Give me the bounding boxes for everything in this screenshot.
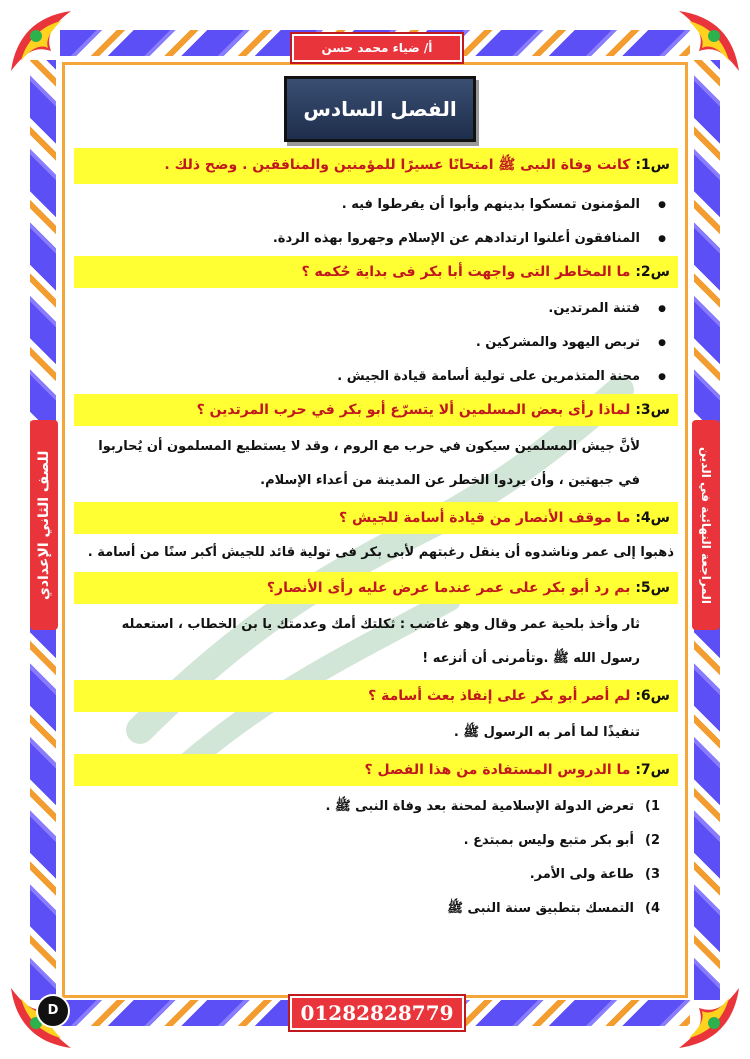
answer-line: ذهبوا إلى عمر وناشدوه أن ينقل رغبتهم لأبى بكر فى تولية قائد للجيش أكبر سنًا من أسامة . bbox=[87, 545, 674, 560]
side-label-grade: للصف الثاني الإعدادي bbox=[30, 420, 58, 630]
answer-line: في جبهتين ، وأن يردوا الخطر عن المدينة من أعداء الإسلام. bbox=[260, 473, 640, 488]
corner-ornament-icon bbox=[674, 6, 744, 76]
answer-list bbox=[74, 292, 678, 394]
list-item: 1) تعرض الدولة الإسلامية لمحنة بعد وفاة النبى ﷺ . bbox=[325, 799, 660, 814]
answer-line: لأنَّ جيش المسلمين سيكون في حرب مع الروم ، وقد لا يستطيع المسلمون أن يُحاربوا bbox=[98, 439, 640, 454]
d-badge-icon: D bbox=[36, 994, 70, 1028]
list-item: 3) طاعة ولى الأمر. bbox=[529, 867, 660, 882]
question-4: س4: ما موقف الأنصار من قيادة أسامة للجيش ؟ bbox=[74, 502, 678, 534]
question-5: س5: بم رد أبو بكر على عمر عندما عرض عليه رأى الأنصار؟ bbox=[74, 572, 678, 604]
corner-ornament-icon bbox=[6, 6, 76, 76]
chapter-title: الفصل السادس bbox=[284, 76, 476, 142]
corner-ornament-icon bbox=[674, 983, 744, 1053]
question-2: س2: ما المخاطر التى واجهت أبا بكر فى بداية حُكمه ؟ bbox=[74, 256, 678, 288]
author-tag: أ/ ضياء محمد حسن bbox=[292, 34, 462, 62]
list-item: ● المؤمنون تمسكوا بدينهم وأبوا أن يفرطوا فيه . bbox=[74, 188, 640, 222]
qa-content bbox=[74, 148, 678, 926]
question-6: س6: لم أصر أبو بكر على إنفاذ بعث أسامة ؟ bbox=[74, 680, 678, 712]
list-item: ● محنة المتذمرين على تولية أسامة قيادة الجيش . bbox=[74, 360, 640, 394]
list-item: 4) التمسك بتطبيق سنة النبى ﷺ bbox=[447, 901, 660, 916]
answer-list bbox=[74, 188, 678, 256]
answer-line: تنفيذًا لما أمر به الرسول ﷺ . bbox=[453, 725, 640, 740]
lessons-list bbox=[74, 790, 678, 926]
side-label-review: المراجعة النهائية في الدين bbox=[692, 420, 720, 630]
question-3: س3: لماذا رأى بعض المسلمين ألا يتسرّع أبو بكر في حرب المرتدين ؟ bbox=[74, 394, 678, 426]
list-item: ● تربص اليهود والمشركين . bbox=[74, 326, 640, 360]
question-7: س7: ما الدروس المستفادة من هذا الفصل ؟ bbox=[74, 754, 678, 786]
question-1: س1: كانت وفاة النبى ﷺ امتحانًا عسيرًا للمؤمنين والمنافقين . وضح ذلك . bbox=[74, 148, 678, 184]
answer-line: رسول الله ﷺ .وتأمرنى أن أنزعه ! bbox=[422, 651, 640, 666]
answer-line: ثار وأخذ بلحية عمر وقال وهو غاضب : ثكلتك أمك وعدمتك يا بن الخطاب ، استعمله bbox=[121, 617, 640, 632]
list-item: 2) أبو بكر متبع وليس بمبتدع . bbox=[463, 833, 660, 848]
list-item: ● فتنة المرتدين. bbox=[74, 292, 640, 326]
list-item: ● المنافقون أعلنوا ارتدادهم عن الإسلام وجهروا بهذه الردة. bbox=[74, 222, 640, 256]
phone-number: 01282828779 bbox=[290, 996, 464, 1030]
